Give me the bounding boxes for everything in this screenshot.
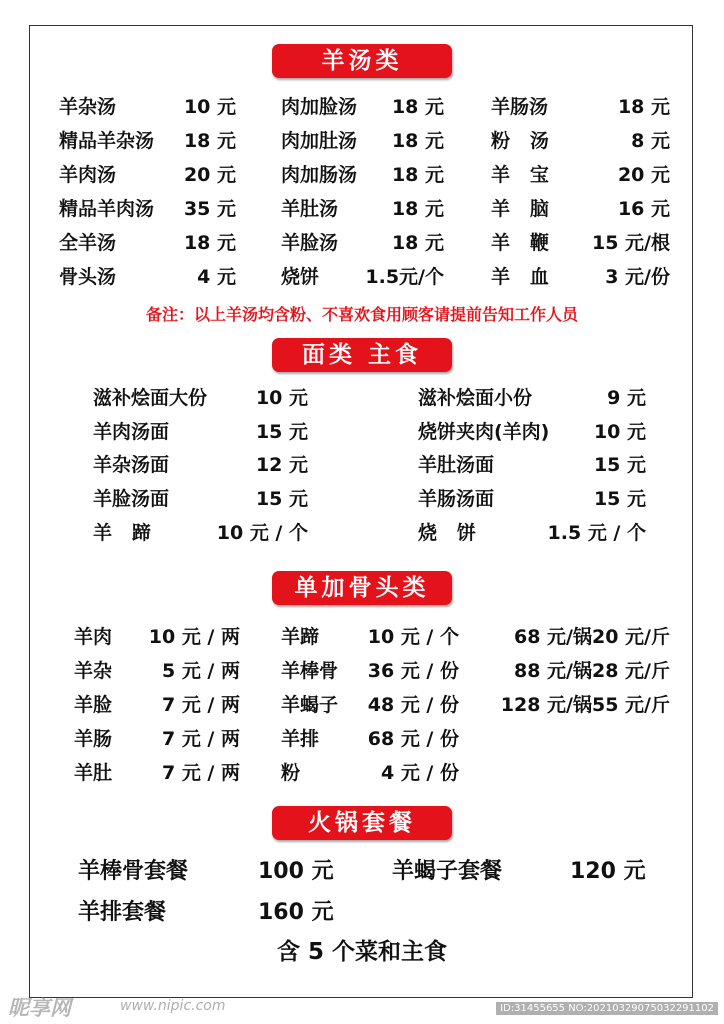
soup-item-name: 粉 汤 [491,130,549,152]
bone-item-price: 10 元 / 个 [367,626,459,648]
soup-item-name: 肉加肠汤 [281,164,358,186]
bone-item-price: 10 元 / 两 [148,626,240,648]
bone-item-price: 68 元 / 份 [367,728,459,750]
soup-item-name: 全羊汤 [59,232,117,254]
soup-item-name: 肉加脸汤 [281,96,358,118]
bone-item-name: 羊肉 [74,626,113,648]
soup-item-price: 15 元/根 [592,232,670,254]
bone-item-name: 羊蝎子 [281,694,339,716]
section-title-soup: 羊汤类 [272,44,452,78]
soup-item-price: 18 元 [391,164,444,186]
hotpot-item-name: 羊棒骨套餐 [78,859,189,884]
soup-note: 备注：以上羊汤均含粉、不喜欢食用顾客请提前告知工作人员 [145,305,578,324]
soup-item-name: 精品羊杂汤 [59,130,155,152]
bone-item-name: 粉 [281,762,301,784]
soup-item-name: 羊 脑 [491,198,549,220]
soup-item-price: 1.5元/个 [365,266,444,288]
noodle-item-price: 15 元 [593,488,646,510]
noodle-item-price: 10 元 [593,421,646,443]
section-title-hotpot: 火锅套餐 [272,806,452,840]
hotpot-item-price: 160 元 [258,900,334,925]
pot-item-price: 88 元/锅28 元/斤 [514,660,670,682]
hotpot-item-price: 120 元 [570,859,646,884]
noodle-item-price: 10 元 / 个 [216,522,308,544]
soup-item-name: 羊肚汤 [281,198,339,220]
section-title-noodle: 面类 主食 [272,338,452,372]
soup-item-name: 羊肠汤 [491,96,549,118]
bone-item-name: 羊肠 [74,728,113,750]
bone-item-name: 羊蹄 [281,626,320,648]
soup-item-name: 肉加肚汤 [281,130,358,152]
watermark-id: ID:31455655 NO:20210329075032291102 [496,1002,718,1015]
noodle-item-price: 10 元 [255,387,308,409]
noodle-item-name: 羊肠汤面 [418,488,495,510]
watermark-bar [0,992,724,1024]
bone-item-price: 48 元 / 份 [367,694,459,716]
noodle-item-price: 15 元 [255,488,308,510]
soup-item-price: 18 元 [391,198,444,220]
bone-item-name: 羊肚 [74,762,113,784]
noodle-item-name: 羊脸汤面 [93,488,170,510]
watermark-logo: 昵享网 [8,996,71,1020]
bone-item-price: 4 元 / 份 [380,762,459,784]
soup-item-price: 16 元 [617,198,670,220]
soup-item-price: 18 元 [391,96,444,118]
soup-item-price: 18 元 [391,130,444,152]
noodle-item-price: 1.5 元 / 个 [547,522,646,544]
soup-item-name: 羊杂汤 [59,96,117,118]
soup-item-name: 精品羊肉汤 [59,198,155,220]
bone-item-price: 7 元 / 两 [161,728,240,750]
noodle-item-name: 滋补烩面小份 [418,387,533,409]
noodle-item-name: 烧 饼 [418,522,476,544]
watermark-url: www.nipic.com [120,998,226,1014]
noodle-item-name: 羊肚汤面 [418,454,495,476]
soup-item-price: 3 元/份 [605,266,670,288]
noodle-item-name: 羊杂汤面 [93,454,170,476]
noodle-item-price: 9 元 [607,387,646,409]
soup-item-name: 骨头汤 [59,266,117,288]
soup-item-name: 羊脸汤 [281,232,339,254]
bone-item-name: 羊棒骨 [281,660,339,682]
soup-item-price: 20 元 [617,164,670,186]
noodle-item-name: 羊 蹄 [93,522,151,544]
pot-item-price: 68 元/锅20 元/斤 [514,626,670,648]
noodle-item-price: 15 元 [255,421,308,443]
hotpot-item-name: 羊排套餐 [78,900,167,925]
soup-item-price: 10 元 [183,96,236,118]
noodle-item-name: 滋补烩面大份 [93,387,208,409]
soup-item-name: 羊 血 [491,266,549,288]
soup-item-name: 烧饼 [281,266,320,288]
noodle-item-name: 烧饼夹肉(羊肉) [418,421,550,443]
soup-item-price: 8 元 [631,130,670,152]
soup-item-price: 35 元 [183,198,236,220]
soup-item-price: 18 元 [617,96,670,118]
soup-item-price: 20 元 [183,164,236,186]
soup-item-price: 18 元 [183,232,236,254]
hotpot-item-price: 100 元 [258,859,334,884]
soup-item-name: 羊肉汤 [59,164,117,186]
section-title-bone: 单加骨头类 [272,571,452,605]
hotpot-item-name: 羊蝎子套餐 [392,859,503,884]
noodle-item-name: 羊肉汤面 [93,421,170,443]
noodle-item-price: 12 元 [255,454,308,476]
soup-item-price: 4 元 [197,266,236,288]
soup-item-name: 羊 鞭 [491,232,549,254]
soup-item-price: 18 元 [391,232,444,254]
bone-item-price: 7 元 / 两 [161,694,240,716]
bone-item-price: 36 元 / 份 [367,660,459,682]
bone-item-name: 羊杂 [74,660,113,682]
bone-item-price: 5 元 / 两 [161,660,240,682]
bone-item-name: 羊脸 [74,694,113,716]
bone-item-price: 7 元 / 两 [161,762,240,784]
hotpot-note: 含 5 个菜和主食 [276,939,448,965]
noodle-item-price: 15 元 [593,454,646,476]
soup-item-name: 羊 宝 [491,164,549,186]
soup-item-price: 18 元 [183,130,236,152]
bone-item-name: 羊排 [281,728,320,750]
pot-item-price: 128 元/锅55 元/斤 [500,694,670,716]
